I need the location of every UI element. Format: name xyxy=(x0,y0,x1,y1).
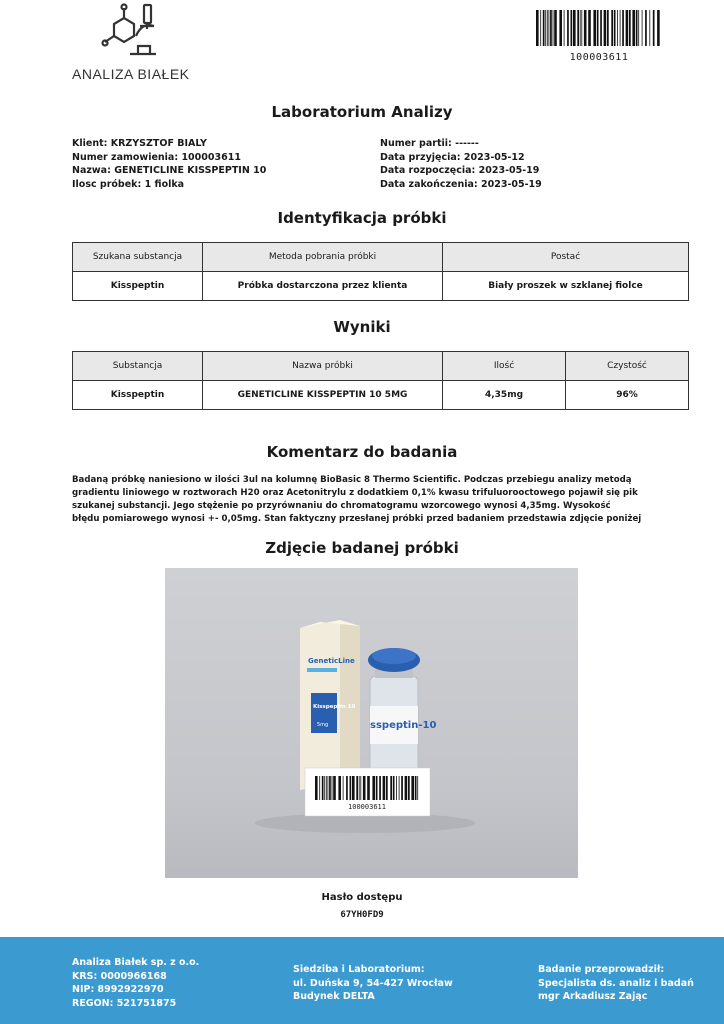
footer-performer xyxy=(538,963,694,1004)
table-row xyxy=(73,272,689,301)
barcode-bar xyxy=(383,776,386,800)
footer-line: Specjalista ds. analiz i badań xyxy=(538,977,694,989)
footer-line: KRS: 0000966168 xyxy=(72,970,167,982)
barcode-bar xyxy=(584,10,587,46)
barcode-bar xyxy=(593,10,596,46)
barcode-bar xyxy=(540,10,541,46)
barcode-bar xyxy=(567,10,569,46)
barcode-bar xyxy=(415,776,417,800)
barcode-bar xyxy=(549,10,550,46)
password-label: Hasło dostępu xyxy=(321,892,403,903)
barcode-bar xyxy=(367,776,370,800)
barcode-bar xyxy=(352,776,355,800)
barcode-bar xyxy=(573,10,576,46)
barcode-bar xyxy=(315,776,318,800)
barcode-bar xyxy=(405,776,408,800)
barcode-bar xyxy=(326,776,327,800)
barcode-bar xyxy=(638,10,639,46)
sample-photo xyxy=(165,568,578,878)
table-cell: GENETICLINE KISSPEPTIN 10 5MG xyxy=(203,381,443,410)
sample-photo-illustration xyxy=(165,568,578,878)
table-header: Substancja xyxy=(73,352,203,381)
sticker-number: 100003611 xyxy=(348,803,386,811)
barcode-bar xyxy=(588,10,591,46)
barcode-bar xyxy=(547,10,548,46)
barcode-bar xyxy=(360,776,361,800)
barcode-bar xyxy=(346,776,348,800)
barcode-bar xyxy=(333,776,336,800)
client-info-line: Numer zamowienia: 100003611 xyxy=(72,151,241,163)
molecule-microscope-icon xyxy=(100,2,162,62)
footer-line: Siedziba i Laboratorium: xyxy=(293,964,425,975)
barcode-bar xyxy=(581,10,582,46)
barcode-bar xyxy=(577,10,579,46)
barcode-bar xyxy=(401,776,403,800)
identification-table xyxy=(72,242,689,301)
barcode-bar xyxy=(408,776,410,800)
table-cell: Kisspeptin xyxy=(73,381,203,410)
footer-line: Analiza Białek sp. z o.o. xyxy=(72,957,200,968)
barcode-bar xyxy=(607,10,609,46)
table-header-row xyxy=(73,352,689,381)
results-title: Wyniki xyxy=(333,318,391,336)
barcode-bar xyxy=(645,10,647,46)
footer-line: Badanie przeprowadził: xyxy=(538,964,665,975)
barcode-bar xyxy=(399,776,400,800)
table-header: Nazwa próbki xyxy=(203,352,443,381)
comment-line: gradientu liniowego w roztworach H20 oraz Acetonitrylu z dodatkiem 0,1% kwasu trifuluorooctowego pojawił się pik xyxy=(72,488,638,498)
barcode-bar xyxy=(629,10,631,46)
identification-title: Identyfikacja próbki xyxy=(277,209,447,227)
client-info-line: Ilosc próbek: 1 fiolka xyxy=(72,178,185,190)
barcode-bar xyxy=(328,776,329,800)
barcode-bar xyxy=(604,10,607,46)
footer-company xyxy=(72,956,199,1010)
logo-text: ANALIZA BIAŁEK xyxy=(72,66,190,82)
results-table xyxy=(72,351,689,410)
table-row xyxy=(73,381,689,410)
batch-info-line: Numer partii: ------ xyxy=(380,138,479,149)
barcode-bar xyxy=(620,10,621,46)
barcode-bar xyxy=(636,10,638,46)
barcode-bar xyxy=(653,10,655,46)
barcode-bar xyxy=(359,776,360,800)
client-info xyxy=(72,137,266,191)
barcode-bar xyxy=(356,776,358,800)
barcode-bar xyxy=(553,10,554,46)
barcode-bar xyxy=(617,10,618,46)
table-cell: Biały proszek w szklanej fiolce xyxy=(443,272,689,301)
barcode-bar xyxy=(611,10,613,46)
barcode-bar xyxy=(324,776,325,800)
table-header: Czystość xyxy=(566,352,689,381)
barcode-bar xyxy=(632,10,635,46)
comment-line: Badaną próbkę naniesiono w ilości 3ul na kolumnę BioBasic 8 Thermo Scientific. Podczas przebiegu analizy metodą xyxy=(72,475,632,485)
barcode-bar xyxy=(559,10,562,46)
barcode-bar xyxy=(649,10,650,46)
comment-line: szukanej substancji. Jego stężenie po przyrównaniu do chromatogramu wzorcowego wynosi 4,35mg. Wysokość xyxy=(72,501,611,511)
barcode-bar xyxy=(390,776,392,800)
barcode-bar xyxy=(622,10,624,46)
barcode-bar xyxy=(600,10,602,46)
barcode-bar xyxy=(543,10,545,46)
barcode-bar xyxy=(614,10,616,46)
barcode-bar xyxy=(376,776,378,800)
barcode-bar xyxy=(393,776,395,800)
footer-line: mgr Arkadiusz Zając xyxy=(538,991,648,1002)
box-product: Kisspeptin 10 xyxy=(313,704,356,710)
batch-info-line: Data zakończenia: 2023-05-19 xyxy=(380,178,542,190)
barcode-bar xyxy=(338,776,341,800)
footer-line: NIP: 8992922970 xyxy=(72,984,164,995)
barcode-bar xyxy=(396,776,397,800)
barcode-bar xyxy=(350,776,352,800)
comment-title: Komentarz do badania xyxy=(266,443,458,461)
barcode-bar xyxy=(626,10,629,46)
barcode-bar xyxy=(379,776,381,800)
footer xyxy=(0,937,724,1024)
barcode-bar xyxy=(536,10,539,46)
page-title: Laboratorium Analizy xyxy=(271,103,453,121)
barcode-bar xyxy=(571,10,573,46)
barcode-bar xyxy=(642,10,643,46)
table-header: Ilość xyxy=(443,352,566,381)
vial-label: sspeptin-10 xyxy=(370,720,437,731)
client-info-line: Klient: KRZYSZTOF BIALY xyxy=(72,138,207,149)
table-cell: Próbka dostarczona przez klienta xyxy=(203,272,443,301)
footer-line: Budynek DELTA xyxy=(293,991,375,1002)
comment-text xyxy=(72,474,692,526)
footer-address xyxy=(293,963,453,1004)
barcode-bar xyxy=(580,10,581,46)
barcode-bar xyxy=(329,776,331,800)
batch-info-line: Data przyjęcia: 2023-05-12 xyxy=(380,151,525,163)
table-header: Metoda pobrania próbki xyxy=(203,243,443,272)
barcode-bar xyxy=(386,776,388,800)
barcode-bar xyxy=(411,776,414,800)
client-info-line: Nazwa: GENETICLINE KISSPEPTIN 10 xyxy=(72,165,267,176)
footer-line: REGON: 521751875 xyxy=(72,997,177,1009)
table-cell: 96% xyxy=(566,381,689,410)
barcode-bar xyxy=(657,10,660,46)
barcode-bar xyxy=(550,10,552,46)
barcode-bar xyxy=(372,776,375,800)
barcode-number: 100003611 xyxy=(569,52,629,63)
barcode-bar xyxy=(554,10,557,46)
company-logo xyxy=(70,2,200,82)
table-header: Szukana substancja xyxy=(73,243,203,272)
table-cell: 4,35mg xyxy=(443,381,566,410)
barcode-bar xyxy=(564,10,565,46)
photo-title: Zdjęcie badanej próbki xyxy=(265,539,459,557)
barcode-bar xyxy=(363,776,366,800)
comment-line: błędu pomiarowego wynosi +- 0,05mg. Stan faktyczny przesłanej próbki przed badaniem przedstawia zdjęcie poniżej xyxy=(72,514,642,524)
barcode-bar xyxy=(332,776,333,800)
footer-line: ul. Duńska 9, 54-427 Wrocław xyxy=(293,977,453,989)
barcode-bar xyxy=(343,776,344,800)
barcode xyxy=(536,10,662,46)
password-value: 67YH0FD9 xyxy=(340,910,384,920)
barcode-bar xyxy=(545,10,546,46)
batch-info-line: Data rozpoczęcia: 2023-05-19 xyxy=(380,165,540,176)
table-header-row xyxy=(73,243,689,272)
box-brand: GeneticLine xyxy=(308,657,355,665)
barcode-bar xyxy=(322,776,324,800)
box-dose: 5mg xyxy=(317,722,329,728)
batch-info xyxy=(380,137,542,191)
barcode-bar xyxy=(597,10,599,46)
table-cell: Kisspeptin xyxy=(73,272,203,301)
barcode-bar xyxy=(319,776,320,800)
table-header: Postać xyxy=(443,243,689,272)
barcode-bar xyxy=(417,776,418,800)
